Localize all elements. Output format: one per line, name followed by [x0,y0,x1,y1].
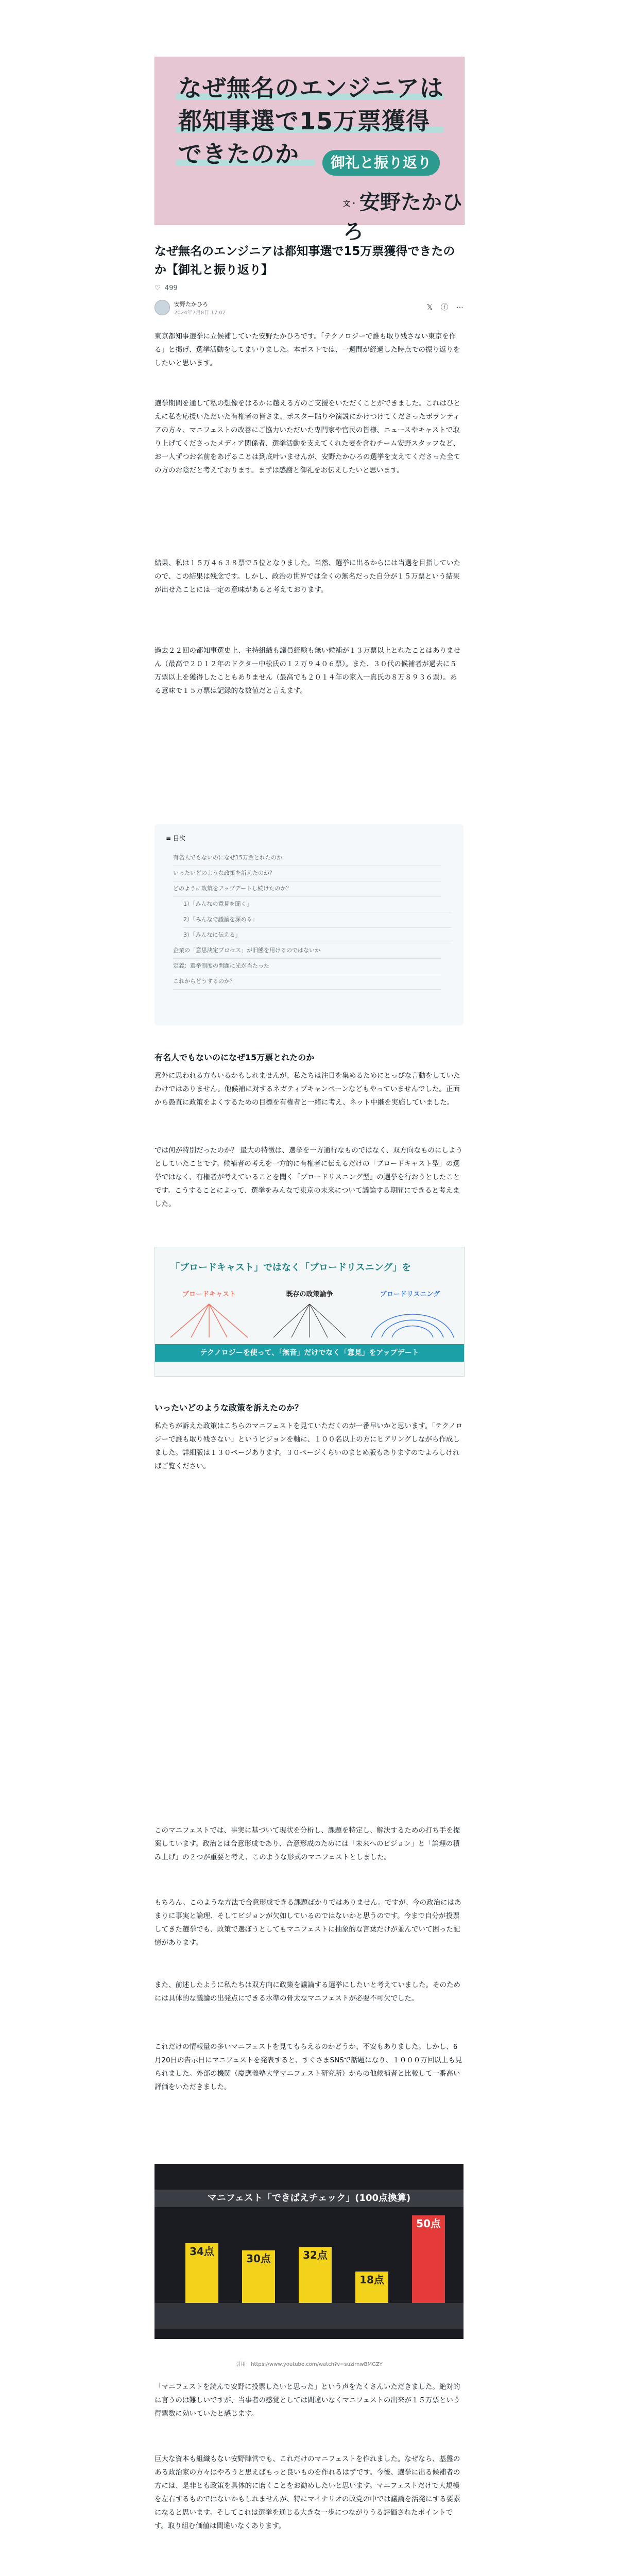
chart-bar: 32点 [299,2247,332,2303]
heart-icon[interactable]: ♡ [154,284,161,292]
paragraph: 私たちが訴えた政策はこちらのマニフェストを見ていただくのが一番早いかと思います。「テクノロジーで誰も取り残さない」というビジョンを軸に、１００名以上の方にヒアリングしながら作成しました。詳細版は１３０ページあります。３０ページくらいのまとめ版もありますのでよろしければご覧ください。 [154,1422,463,1470]
figure-label: 既存の政策論争 [286,1291,333,1298]
hero-title: なぜ無名のエンジニアは 都知事選で15万票獲得 できたのか [178,74,444,168]
chart-bar: 18点 [355,2272,388,2303]
toc-item[interactable]: 企業の「意思決定プロセス」が旧態を用けるのではないか [173,943,441,959]
chart-bar: 34点 [185,2243,218,2303]
figure-label: ブロードリスニング [380,1291,440,1298]
figure-band: テクノロジーを使って、「無音」だけでなく「意見」をアップデート [155,1344,464,1362]
hero-banner [154,57,465,244]
article-title: なぜ無名のエンジニアは都知事選で15万票獲得できたのか【御礼と振り返り】 [154,245,455,277]
toc-item[interactable]: どのように政策をアップデートし続けたのか？ [173,881,441,897]
paragraph: もちろん、このような方法で合意形成できる課題ばかりではありません。ですが、今の政治にはあまりに事実と論理、そしてビジョンが欠如しているのではないかと思うのです。今まで自分が投票してきた選挙でも、政策で選ぼうとしてもマニフェストに抽象的な言葉だけが並んでいて困った記憶があります。 [154,1899,461,1947]
table-of-contents [154,824,464,1025]
figure-label: ブロードキャスト [182,1291,236,1298]
chart-bar: 30点 [242,2250,275,2303]
section-heading: 有名人でもないのになぜ15万票とれたのか [154,1053,315,1062]
toc-item[interactable]: 1）「みんなの意見を聞く」 [183,896,451,912]
toc-icon: ≡ [166,835,171,842]
toc-item[interactable]: 2）「みんなで議論を深める」 [183,912,451,928]
hero-author: 文・ 安野たかひろ [343,191,462,244]
avatar[interactable] [154,300,170,315]
figure-title: 「ブロードキャスト」ではなく「ブロードリスニング」を [170,1262,411,1273]
paragraph: 巨大な資本も組織もない安野陣営でも、これだけのマニフェストを作れました。なぜなら、基盤のある政治家の方々はやろうと思えばもっと良いものを作れるはずです。今後、選挙に出る候補者の方には、是非とも政策を具体的に磨くことをお勧めしたいと思います。マニフェストだけで大規模を左右するものではないかもしれませんが、特にマイナリオの政党の中では議論を活発にする要素になると思います。そしてこれは選挙を通じる大きな一歩につながりうる評価されたポイントです。取り組む価値は間違いなくあります。 [154,2455,460,2530]
like-count[interactable]: ♡ 499 [154,284,178,292]
toc-item[interactable]: 3）「みんなに伝える」 [183,927,451,943]
chart-bar: 50点 [412,2215,445,2303]
paragraph: では何が特別だったのか？ 最大の特徴は、選挙を一方通行なものではなく、双方向なものにしようとしていたことです。候補者の考えを一方的に有権者に伝えるだけの「ブロードキャスト型」の選挙ではなく、有権者が考えていることを聞く「ブロードリスニング型」の選挙を行おうとしたことです。こうすることによって、選挙をみんなで東京の未来について議論する期間にできると考えました。 [154,1146,463,1208]
paragraph: また、前述したように私たちは双方向に政策を議論する選挙にしたいと考えていました。そのためには具体的な議論の出発点にできる水準の骨太なマニフェストが必要不可欠でした。 [154,1981,460,2003]
toc-item[interactable]: これからどうするのか？ [173,974,441,990]
toc-head: ≡ 目次 [166,835,185,842]
paragraph: 東京都知事選挙に立候補していた安野たかひろです。「テクノロジーで誰も取り残さない東京を作る」と掲げ、選挙活動をしてまいりました。本ポストでは、一週間が経過した時点での振り返りをしたいと思います。 [154,332,460,367]
chart-title: マニフェスト「できばえチェック」(100点換算) [154,2190,464,2207]
share-icons [419,302,464,312]
section-heading: いったいどのような政策を訴えたのか？ [154,1403,303,1413]
more-icon[interactable]: ⋯ [456,303,464,312]
paragraph: 結果、私は１５万４６３８票で５位となりました。当然、選挙に出るからには当選を目指していたので、この結果は残念です。しかし、政治の世界では全くの無名だった自分が１５万票という結果が出せたことには一定の意味があると考えております。 [154,559,460,594]
paragraph: 過去２２回の都知事選史上、主持組織も議員経験も無い候補が１３万票以上とれたことはありません（最高で２０１２年のドクター中松氏の１２万９４０６票）。また、３０代の候補者が過去に５万票以上を獲得したこともありません（最高でも２０１４年の家入一真氏の８万８９３６票）。ある意味で１５万票は記録的な数値だと言えます。 [154,647,460,695]
toc-item[interactable]: 定義：選挙制度の問題に光が当たった [173,958,441,974]
toc-item[interactable]: 有名人でもないのになぜ15万票とれたのか [173,850,441,866]
broadlistening-figure [154,1247,465,1377]
facebook-icon[interactable]: ⓕ [441,303,448,312]
chart-footer [154,2303,464,2329]
author-meta [154,299,464,319]
paragraph: 「マニフェストを読んで安野に投票したいと思った」という声をたくさんいただきました。絶対的に言うのは難しいですが、当事者の感覚としては間違いなくマニフェストの出来が１５万票という得票数に効いていたと感じます。 [154,2383,460,2418]
paragraph: このマニフェストでは、事実に基づいて現状を分析し、課題を特定し、解決するための打ち手を提案しています。政治とは合意形成であり、合意形成のためには「未来へのビジョン」と「論理の積み上げ」の２つが重要と考え、このような形式のマニフェストとしました。 [154,1826,460,1861]
image-caption[interactable]: 引用：https://www.youtube.com/watch?v=suzirnwBMGZY [235,2362,383,2367]
paragraph: これだけの情報量の多いマニフェストを見てもらえるのかどうか、不安もありました。しかし、6月20日の告示日にマニフェストを発表すると、すぐさまSNSで話題になり、１０００万回以上も見られました。外部の機関（慶應義塾大学マニフェスト研究所）からの他候補者と比較して一番高い評価をいただきました。 [154,2043,462,2091]
toc-item[interactable]: いったいどのような政策を訴えたのか？ [173,866,441,882]
paragraph: 選挙期間を通して私の想像をはるかに越える方のご支援をいただくことができました。これはひとえに私を応援いただいた有権者の皆さま、ポスター貼りや演説にかけつけてくださったボランティアの方々、マニフェストの改善にご協力いただいた専門家や官民の皆様、ニュースやキャストで取り上げてくださったメディア関係者、選挙活動を支えてくれた妻を含むチーム安野スタッフなど、お一人ずつお名前をあげることは到底叶いませんが、安野たかひろの選挙を支えてくださった全ての方のお陰だと考えております。まずは感謝と御礼をお伝えしたいと思います。 [154,399,460,474]
manifesto-score-chart [154,2164,464,2339]
figure-diagram [155,1301,464,1343]
post-date: 2024年7月8日 17:02 [174,310,226,316]
hero-pill: 御礼と振り返り [322,150,440,176]
paragraph: 意外に思われる方もいるかもしれませんが、私たちは注目を集めるためにとっぴな言動をしていたわけではありません。他候補に対するネガティブキャンペーンなどもやっていませんでした。正面から愚直に政策をよくするための目標を有権者と一緒に考え、ネット中継を実施していました。 [154,1072,460,1107]
x-share-icon[interactable]: 𝕏 [426,303,433,312]
author-name[interactable]: 安野たかひろ [174,301,208,308]
